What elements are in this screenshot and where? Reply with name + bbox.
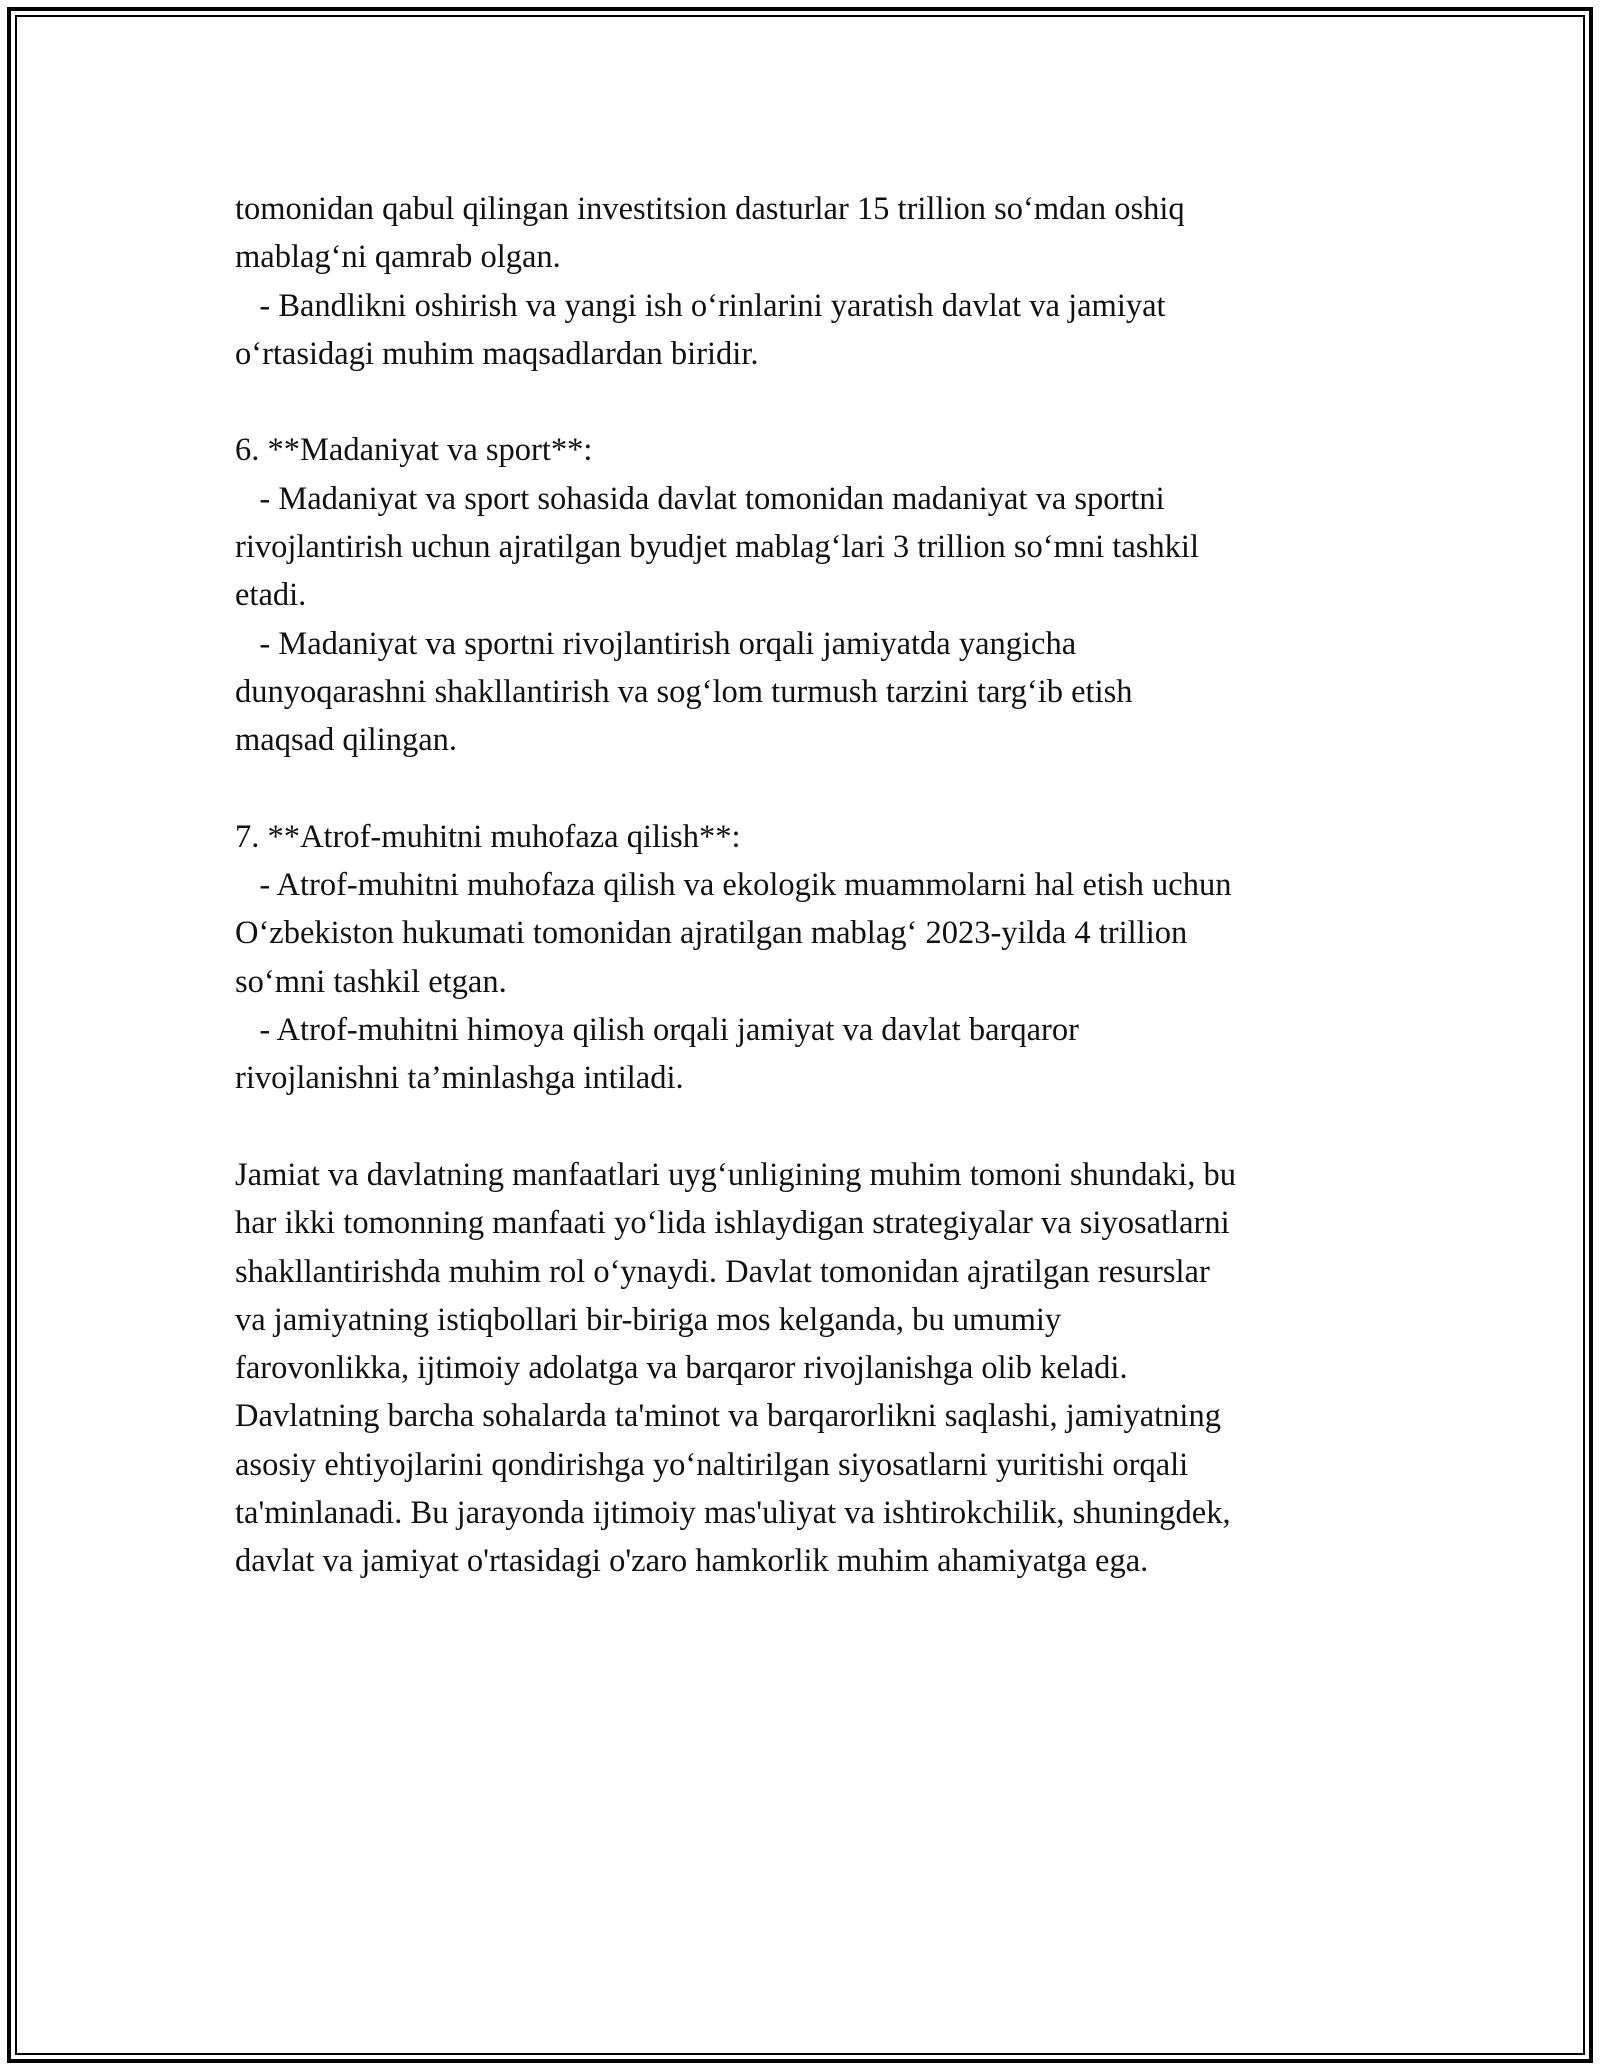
conclusion-line: har ikki tomonning manfaati yo‘lida ishlaydigan strategiyalar va siyosatlarni	[235, 1205, 1230, 1242]
text-line: so‘mni tashkil etgan.	[235, 963, 507, 1000]
text-line: - Madaniyat va sport sohasida davlat tomonidan madaniyat va sportni	[235, 480, 1165, 517]
text-line: o‘rtasidagi muhim maqsadlardan biridir.	[235, 335, 759, 372]
text-line: - Bandlikni oshirish va yangi ish o‘rinlarini yaratish davlat va jamiyat	[235, 287, 1166, 324]
text-line: rivojlantirish uchun ajratilgan byudjet mablag‘lari 3 trillion so‘mni tashkil	[235, 529, 1199, 566]
conclusion-line: farovonlikka, ijtimoiy adolatga va barqaror rivojlanishga olib keladi.	[235, 1350, 1128, 1387]
document-body	[235, 185, 1385, 1586]
text-line: rivojlanishni ta’minlashga intiladi.	[235, 1060, 684, 1097]
text-line: - Madaniyat va sportni rivojlantirish orqali jamiyatda yangicha	[235, 625, 1077, 662]
text-line: etadi.	[235, 577, 307, 614]
text-line: - Atrof-muhitni himoya qilish orqali jamiyat va davlat barqaror	[235, 1012, 1079, 1049]
blank-line	[235, 378, 1385, 426]
text-line: O‘zbekiston hukumati tomonidan ajratilgan mablag‘ 2023-yilda 4 trillion	[235, 915, 1188, 952]
text-line: mablag‘ni qamrab olgan.	[235, 239, 561, 276]
section-heading-culture-sport: 6. **Madaniyat va sport**:	[235, 432, 593, 469]
conclusion-line: va jamiyatning istiqbollari bir-biriga mos kelganda, bu umumiy	[235, 1301, 1062, 1338]
conclusion-line: ta'minlanadi. Bu jarayonda ijtimoiy mas'uliyat va ishtirokchilik, shuningdek,	[235, 1495, 1231, 1532]
text-line: tomonidan qabul qilingan investitsion dasturlar 15 trillion so‘mdan oshiq	[235, 191, 1185, 227]
text-line: - Atrof-muhitni muhofaza qilish va ekologik muammolarni hal etish uchun	[235, 867, 1232, 904]
text-line: dunyoqarashni shakllantirish va sog‘lom turmush tarzini targ‘ib etish	[235, 673, 1133, 710]
conclusion-line: shakllantirishda muhim rol o‘ynaydi. Davlat tomonidan ajratilgan resurslar	[235, 1253, 1210, 1290]
section-heading-environment: 7. **Atrof-muhitni muhofaza qilish**:	[235, 818, 741, 855]
blank-line	[235, 1103, 1385, 1151]
conclusion-line: Jamiat va davlatning manfaatlari uyg‘unligining muhim tomoni shundaki, bu	[235, 1156, 1237, 1193]
blank-line	[235, 765, 1385, 813]
conclusion-line: davlat va jamiyat o'rtasidagi o'zaro hamkorlik muhim ahamiyatga ega.	[235, 1543, 1149, 1580]
text-line: maqsad qilingan.	[235, 722, 458, 759]
conclusion-line: Davlatning barcha sohalarda ta'minot va barqarorlikni saqlashi, jamiyatning	[235, 1398, 1221, 1435]
conclusion-line: asosiy ehtiyojlarini qondirishga yo‘naltirilgan siyosatlarni yuritishi orqali	[235, 1446, 1189, 1483]
